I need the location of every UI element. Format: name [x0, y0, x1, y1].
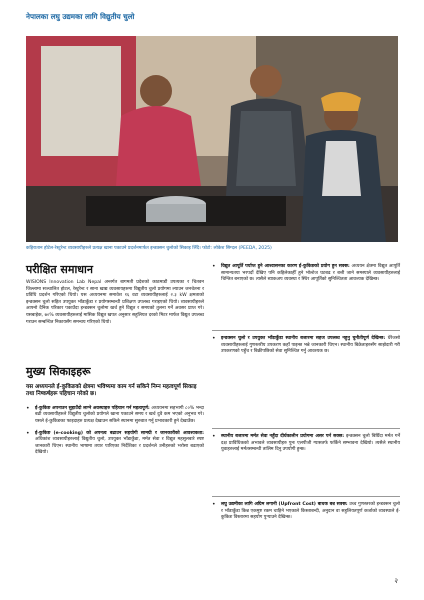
findings-list-right-3 [212, 434, 400, 454]
list-item [212, 502, 400, 522]
findings-right-block-4 [212, 502, 400, 527]
list-item [212, 434, 400, 454]
finding-text: अधिकांश व्यवसायीहरुलाई विद्युतीय चुलो, उपयुक्त भाँडाकुँडा, मर्मत सेवा र विद्युत महसुलबारे स्पष्ट जानकारी थिएन। स्थानीय भाषामा तयार पारिएका निर्देशिका र प्रदर्शनले उनीहरुको भरोसा बढाएको देखियो। [35, 437, 204, 456]
findings-list-right-2 [212, 336, 400, 356]
page-header: नेपालका लघु उद्यमका लागि विद्युतीय चुलो [26, 12, 135, 21]
list-item [212, 336, 400, 356]
bullet-icon: • [212, 335, 216, 342]
finding-text: इन्डक्सन चुलो बिग्रिँदा मर्मत गर्ने दक्ष प्राविधिकको अभावले व्यवसायीहरु पुनः एलपीजी ग्यासतर्फ फर्किने सम्भावना देखियो। त्यसैले स्थानीय युवाहरुलाई मर्मतसम्बन्धी तालिम दिनु उपयोगी हुन्छ। [221, 434, 401, 453]
finding-text: अध्ययन क्षेत्रमा विद्युत आपूर्ति सामान्यतया भरपर्दो देखिए पनि कहिलेकाहीँ हुने भोल्टेज घटबढ र बत्ती जाने समस्याले व्यवसायीहरुलाई चिन्तित बनाएको छ। त्यसैले ब्याकअप व्यवस्था र स्थिर आपूर्तिको सुनिश्चितता आवश्यक देखिन्छ। [221, 264, 400, 283]
finding-heading: विद्युत आपूर्ति पर्याप्त हुने आश्वासनका कारण ई-कुकिङको प्रयोग हुन सक्छ: [221, 264, 350, 269]
list-item [212, 264, 400, 284]
finding-heading: लघु उद्यमीका लागि अग्रिम लगानी (Upfront Cost) बाधक बन्न सक्छ: [221, 502, 348, 507]
bullet-icon: • [212, 263, 216, 270]
page-number: २ [394, 577, 398, 585]
divider [212, 428, 400, 429]
findings-list-right-4 [212, 502, 400, 522]
divider [212, 330, 400, 331]
finding-heading: ई-कुकिङ अपनाउन सुहाउँदो लाग्ने अवस्थाहरु पहिचान गर्न महत्वपूर्ण: [35, 405, 150, 411]
list-item [26, 431, 204, 457]
findings-right-block-3 [212, 434, 400, 459]
findings-list-right [212, 264, 400, 284]
cooking-demo-photo [26, 36, 398, 242]
list-item [26, 406, 204, 426]
findings-left-column [26, 384, 204, 462]
bullet-icon: • [26, 429, 30, 437]
findings-right-column [212, 264, 400, 289]
finding-text: उच्च गुणस्तरको इन्डक्सन चुलो र भाँडाकुँडा किन्न एकमुष्ट रकम चाहिने भएकाले किस्ताबन्दी, अनुदान वा सहुलियतपूर्ण कर्जाको व्यवस्थाले ई-कुकिङ विस्तारमा सहयोग पुर्‍याउने देखिन्छ। [221, 502, 400, 521]
section-title-findings: मुख्य सिकाइहरू [26, 365, 91, 378]
finding-heading: इन्डक्सन चुलो र उपयुक्त भाँडाकुँडा स्थानीय बजारमा सहज उपलब्ध नहुनु चुनौतीपूर्ण देखिन्छ: [221, 336, 386, 341]
findings-right-block-2 [212, 336, 400, 361]
bullet-icon: • [26, 404, 30, 412]
finding-text: अध्ययनमा सहभागी ८०% भन्दा बढी व्यवसायीहरुले विद्युतीय चुलोको प्रयोगले खाना पकाउने समय र खर्च दुवै कम भएको अनुभव गरे। यसले ई-कुकिङका फाइदाहरु प्रत्यक्ष देखाउन सकिने स्थानमा सुरुवात गर्नु प्रभावकारी हुने देखाउँछ। [35, 405, 204, 424]
findings-lead: यस अध्ययनले ई-कुकिङको क्षेत्रमा भविष्यमा काम गर्न सकिने निम्न महत्वपूर्ण सिकाइ तथा निष्कर्षहरू पहिचान गरेको छ। [26, 384, 197, 398]
solution-body: WISIONS Innovation Lab Nepal अन्तर्गत बागमती प्रदेशको काठमाडौं उपत्यका र चितवन जिल्लामा सञ्चालित होटल, रेस्टुरेन्ट र साना खाद्य व्यवसायहरुमा विद्युतीय चुलो प्रयोगमा ल्याउन जनचेतना र प्रविधि प्रदर्शन गरिएको थियो। यस अध्ययनमा समावेश १६ वटा व्यवसायीहरुलाई २.३ kW क्षमताको इन्डक्सन चुलो सहित उपयुक्त भाँडाकुँडा र प्रयोगसम्बन्धी प्रशिक्षण उपलब्ध गराइएको थियो। व्यवसायीहरुले आफ्नो दैनिक परिकार पकाउँदा इन्डक्सन चुलोमा खर्च हुने विद्युत र समयको तुलना गर्ने अवसर प्राप्त गरे। यसबाहेक, ७०% व्यवसायीहरुलाई मासिक विद्युत खपत अनुसार सहुलियत दरको मिटर मार्फत विद्युत उपलब्ध गराउन सम्बन्धित निकायसँग समन्वय गरिएको थियो। [26, 280, 204, 325]
bullet-icon: • [212, 433, 216, 440]
section-title-solution: परीक्षित समाधान [26, 263, 94, 276]
bullet-icon: • [212, 501, 216, 508]
divider [212, 496, 400, 497]
finding-heading: ई-कुकिङ (e-cooking) को अपनत्व बढाउन सहयोगी सामग्री र जानकारीको आवश्यकता: [35, 430, 204, 436]
finding-text: धेरैजसो व्यवसायीहरुलाई गुणस्तरीय उपकरण कहाँ पाइन्छ भन्ने जानकारी थिएन। स्थानीय बिक्रेताहरुसँग साझेदारी गरी उपकरणको पहुँच र बिक्रीपछिको सेवा सुनिश्चित गर्नु आवश्यक छ। [221, 336, 400, 355]
figure-caption: कहिरातान होटेल-रेस्टुरेन्ट व्यवसायीहरुले प्रत्यक्ष खाना पकाउने प्रदर्शनमार्फत इन्डक्सन चुलोको सिकाइ लिँदै। फोटो: लोकेश सिग्दल (PEEDA, 2025) [26, 246, 272, 251]
finding-heading: स्थानीय बजारमा मर्मत सेवा नहुँदा दीर्घकालीन प्रयोगमा असर पर्न सक्छ: [221, 434, 345, 439]
findings-list-left [26, 406, 204, 457]
solution-body-block [26, 280, 204, 326]
